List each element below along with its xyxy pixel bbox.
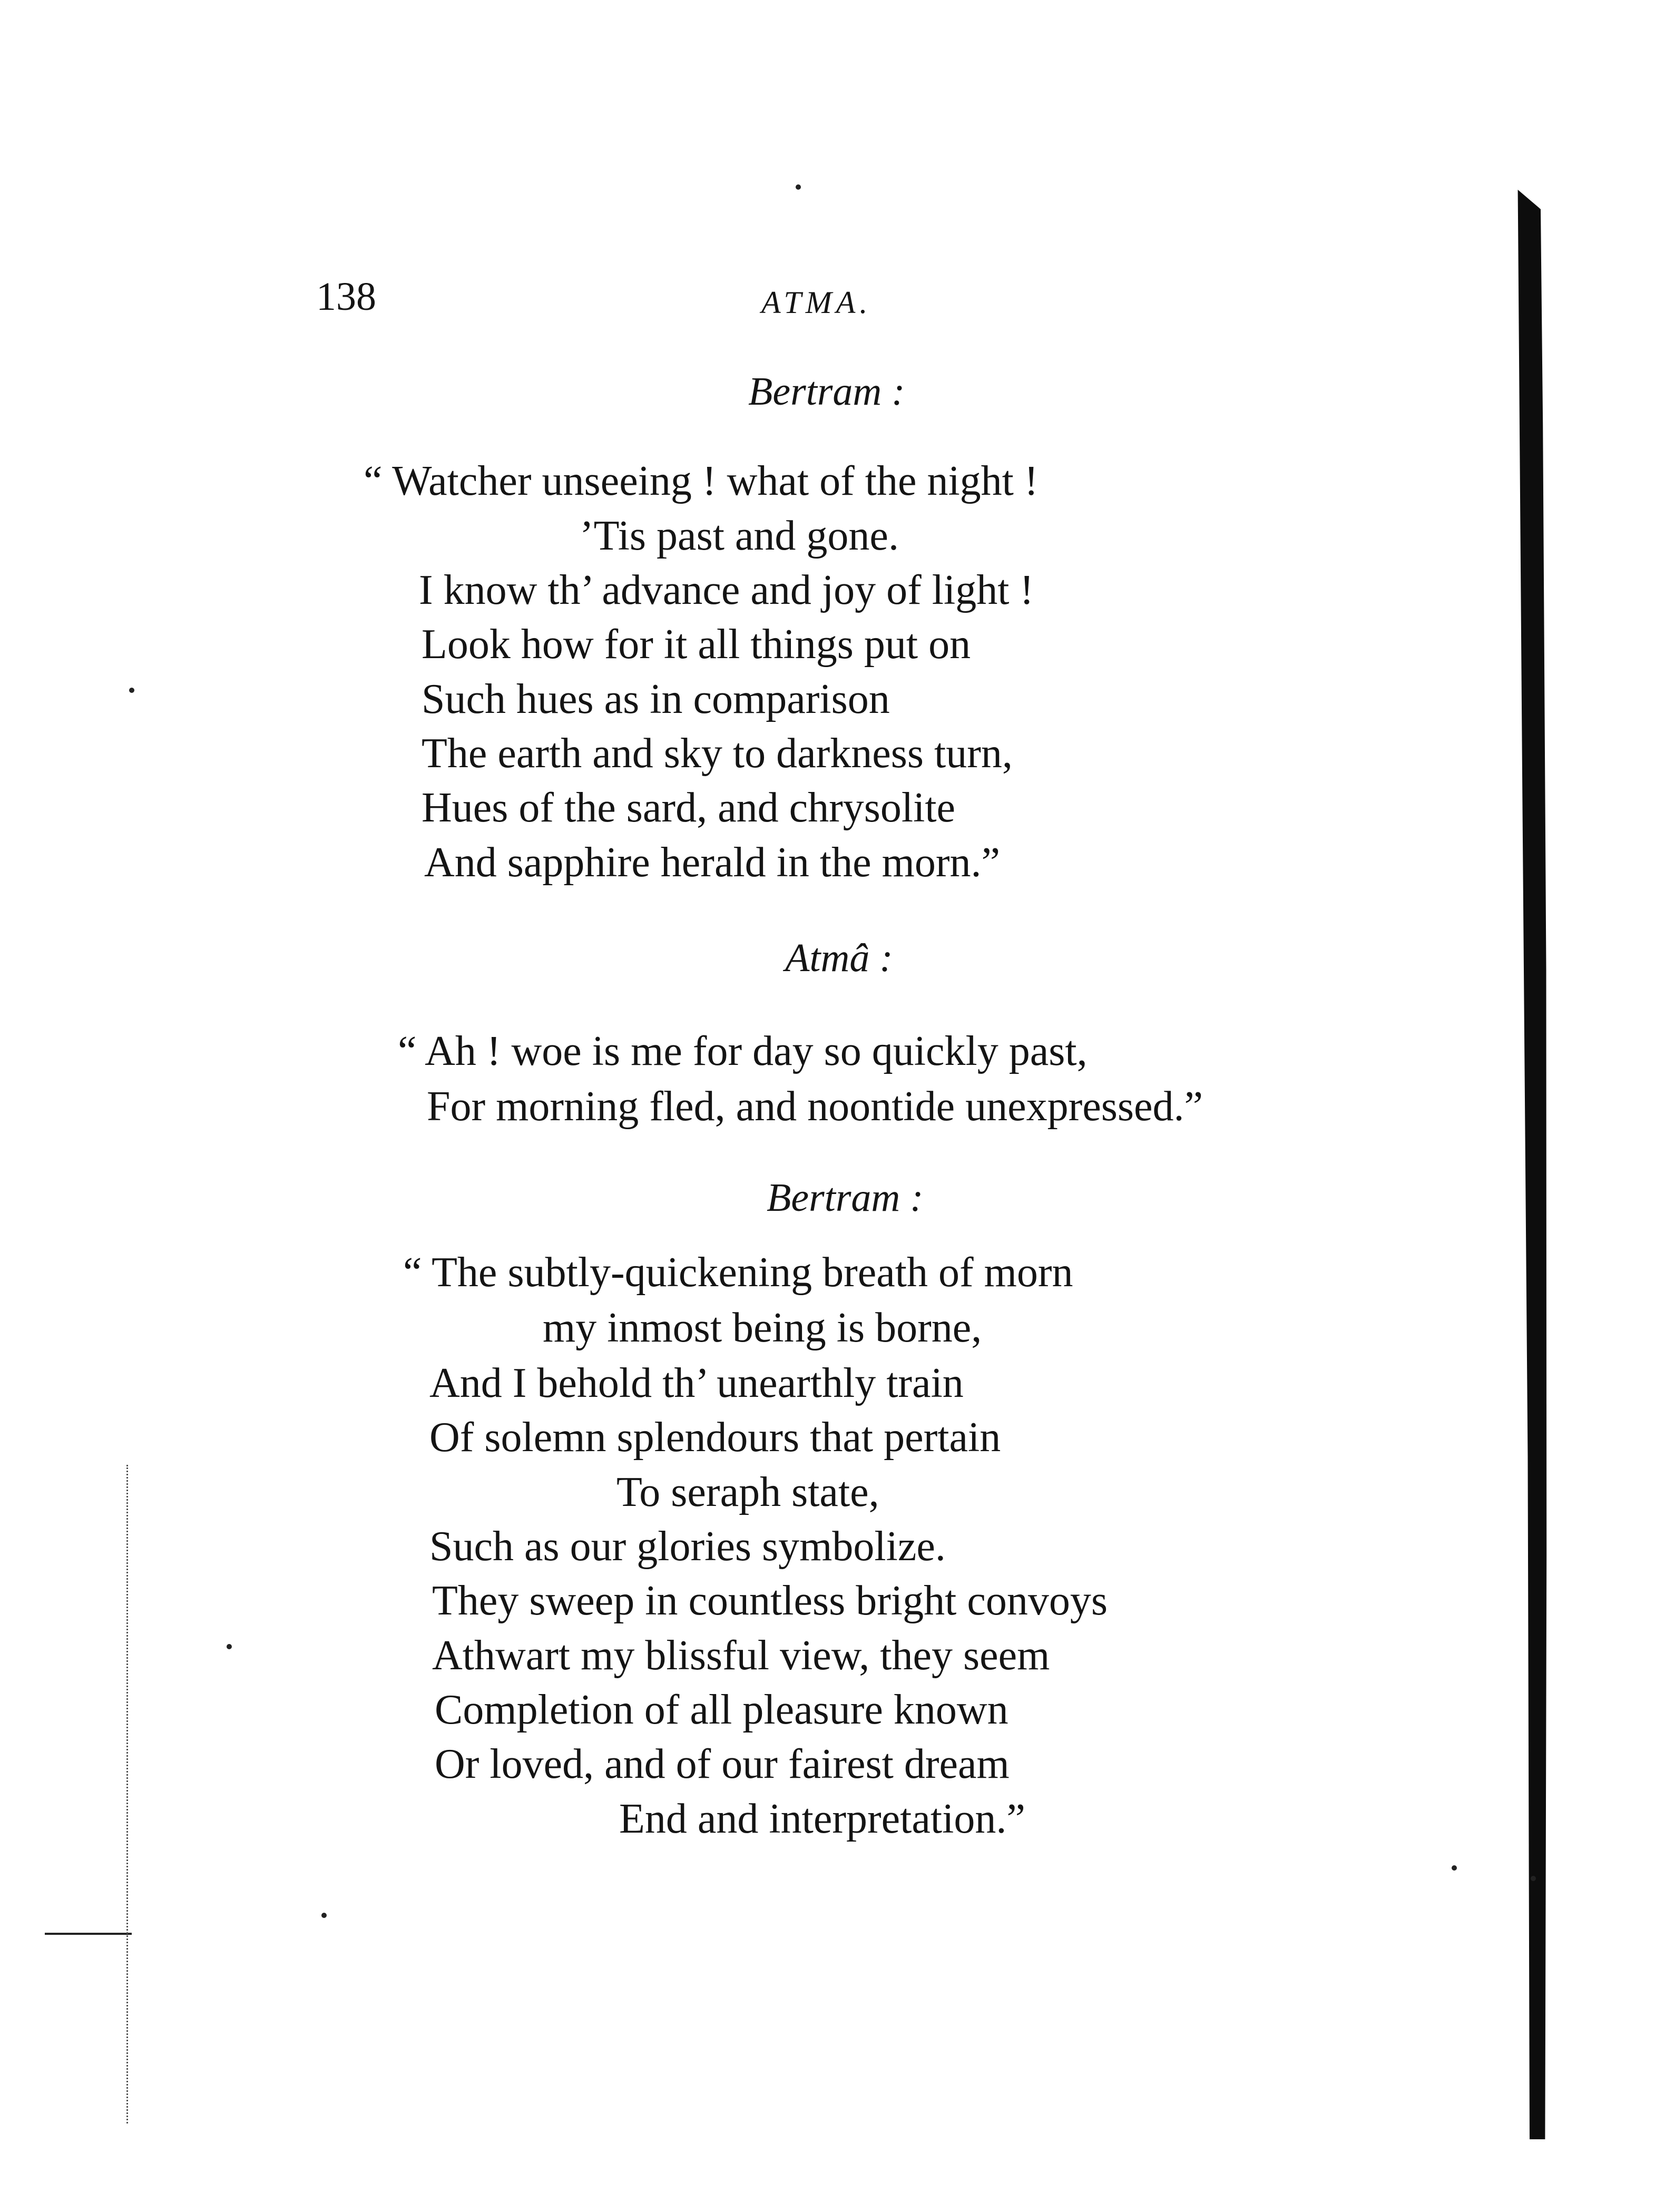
scan-speck <box>1531 1876 1536 1881</box>
speaker-heading: Bertram : <box>767 1176 924 1220</box>
running-title: ATMA. <box>761 285 872 320</box>
scan-speck <box>227 1644 232 1649</box>
scan-speck <box>1452 1865 1457 1871</box>
speaker-heading: Bertram : <box>748 369 905 414</box>
verse-line: Athwart my blissful view, they seem <box>432 1632 1050 1679</box>
verse-line: Completion of all pleasure known <box>435 1687 1008 1733</box>
verse-line: Such as our glories symbolize. <box>429 1523 946 1570</box>
scan-speck <box>321 1913 327 1918</box>
verse-line: Hues of the sard, and chrysolite <box>422 785 956 831</box>
page-number: 138 <box>316 275 376 319</box>
speaker-heading: Atmâ : <box>785 936 893 980</box>
scan-speck <box>129 688 134 693</box>
scan-speck <box>796 184 801 190</box>
scan-edge-dots <box>126 1465 128 2123</box>
verse-line: Such hues as in comparison <box>422 676 890 722</box>
verse-line: Of solemn splendours that pertain <box>429 1414 1001 1461</box>
verse-line: I know th’ advance and joy of light ! <box>419 567 1034 613</box>
verse-line: To seraph state, <box>616 1469 879 1515</box>
verse-line: Or loved, and of our fairest dream <box>435 1741 1010 1787</box>
verse-line: “ The subtly-quickening breath of morn <box>403 1249 1073 1296</box>
verse-line: For morning fled, and noontide unexpressed.” <box>427 1083 1203 1130</box>
verse-line: “ Watcher unseeing ! what of the night ! <box>364 458 1039 504</box>
verse-line: End and interpretation.” <box>619 1796 1025 1842</box>
verse-line: They sweep in countless bright convoys <box>432 1578 1108 1624</box>
verse-line: “ Ah ! woe is me for day so quickly past, <box>398 1028 1088 1074</box>
verse-line: The earth and sky to darkness turn, <box>422 730 1013 777</box>
verse-line: And sapphire herald in the morn.” <box>424 839 1001 886</box>
verse-line: And I behold th’ unearthly train <box>429 1360 964 1406</box>
scan-spine-shadow <box>1511 190 1548 2139</box>
verse-line: ’Tis past and gone. <box>580 513 899 559</box>
verse-line: Look how for it all things put on <box>422 621 971 668</box>
scan-margin-rule <box>45 1933 132 1935</box>
verse-line: my inmost being is borne, <box>543 1305 982 1351</box>
